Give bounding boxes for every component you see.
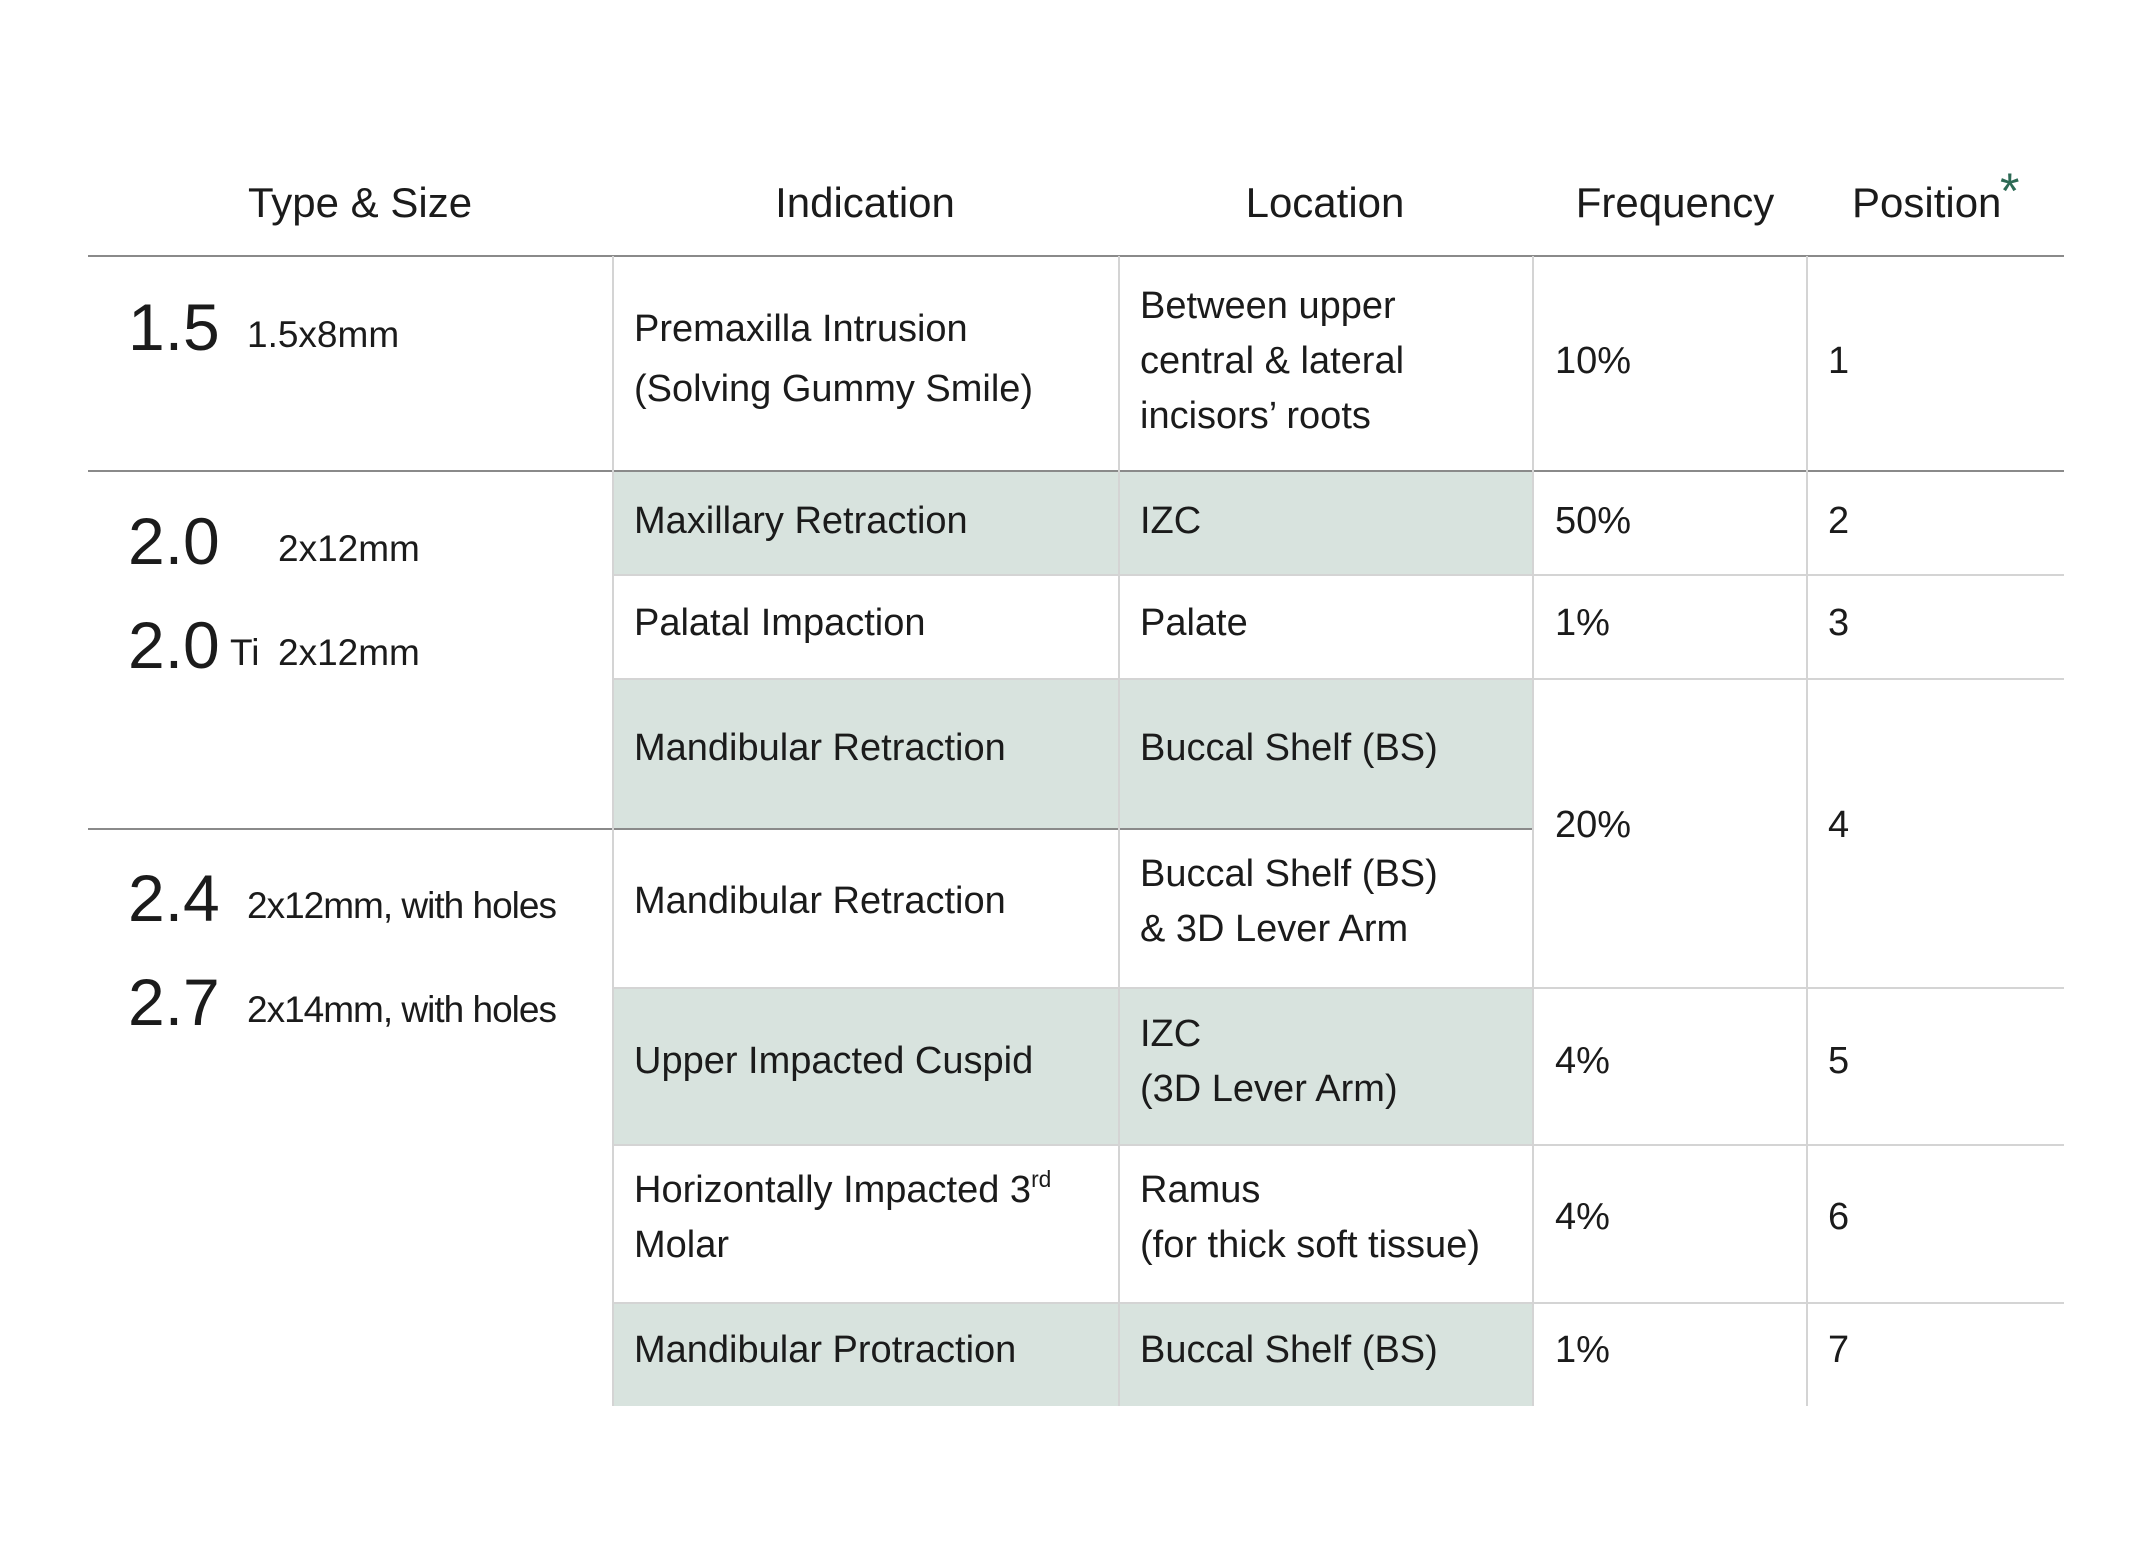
location-line: central & lateral — [1140, 340, 1405, 382]
position-value-merged: 4 — [1828, 804, 1850, 846]
type-spec-2-7: 2x14mm, with holes — [247, 989, 556, 1030]
indication-line: Mandibular Retraction — [634, 727, 1006, 769]
header-position: Position — [1852, 179, 2002, 226]
indication-line: Mandibular Protraction — [634, 1329, 1017, 1371]
location-line: IZC — [1140, 500, 1202, 542]
indication-line: Upper Impacted Cuspid — [634, 1040, 1034, 1082]
frequency-value: 1% — [1555, 602, 1610, 644]
location-line: Ramus — [1140, 1169, 1261, 1211]
row-rule-7 — [612, 1302, 2064, 1304]
header-indication: Indication — [775, 179, 955, 226]
location-line: Buccal Shelf (BS) — [1140, 853, 1438, 895]
row-rule-5 — [612, 987, 2064, 989]
location-line: incisors’ roots — [1140, 395, 1371, 437]
col-sep-2 — [1118, 256, 1120, 1406]
type-size-2-7: 2.7 — [128, 965, 220, 1039]
col-sep-4 — [1806, 256, 1808, 1406]
indication-line: Mandibular Retraction — [634, 880, 1006, 922]
type-spec-2-0: 2x12mm — [278, 528, 420, 569]
asterisk-mark: * — [2000, 163, 2020, 219]
indication-line — [634, 1168, 1051, 1214]
position-value: 2 — [1828, 500, 1850, 542]
type-spec-2-4: 2x12mm, with holes — [247, 885, 556, 926]
indication-line: Palatal Impaction — [634, 602, 926, 644]
header-type-size: Type & Size — [247, 179, 473, 226]
type-size-2-4: 2.4 — [128, 861, 220, 935]
position-value: 7 — [1828, 1329, 1850, 1371]
type-size-2-0-ti: 2.0 — [128, 608, 220, 682]
location-line: IZC — [1140, 1013, 1202, 1055]
indication-line: Premaxilla Intrusion — [634, 308, 968, 350]
location-line: & 3D Lever Arm — [1140, 908, 1409, 950]
type-size-2-0: 2.0 — [128, 504, 220, 578]
position-value: 3 — [1828, 602, 1850, 644]
group-rule-2 — [88, 828, 1532, 830]
row-rule-2 — [612, 574, 2064, 576]
location-line: (3D Lever Arm) — [1140, 1068, 1398, 1110]
position-value: 5 — [1828, 1040, 1850, 1082]
indication-line: Maxillary Retraction — [634, 500, 968, 542]
col-sep-1 — [612, 256, 614, 1406]
type-spec-1-5: 1.5x8mm — [247, 314, 400, 355]
location-line: Buccal Shelf (BS) — [1140, 727, 1438, 769]
position-value: 6 — [1828, 1196, 1850, 1238]
frequency-value-merged: 20% — [1555, 804, 1632, 846]
frequency-value: 4% — [1555, 1040, 1610, 1082]
col-sep-3 — [1532, 256, 1534, 1406]
location-line: Palate — [1140, 602, 1248, 644]
frequency-value: 10% — [1555, 340, 1632, 382]
frequency-value: 4% — [1555, 1196, 1610, 1238]
location-line: (for thick soft tissue) — [1140, 1224, 1480, 1266]
type-size-1-5: 1.5 — [128, 290, 220, 364]
location-line: Between upper — [1140, 285, 1396, 327]
header-location: Location — [1245, 179, 1405, 226]
indication-line: (Solving Gummy Smile) — [634, 368, 1034, 410]
row-rule-6 — [612, 1144, 2064, 1146]
type-spec-2-0-ti: 2x12mm — [278, 632, 420, 673]
frequency-value: 1% — [1555, 1329, 1610, 1371]
frequency-value: 50% — [1555, 500, 1632, 542]
ordinal-suffix: rd — [1031, 1166, 1052, 1193]
group-rule-1 — [88, 470, 2064, 472]
position-value: 1 — [1828, 340, 1850, 382]
indication-line: Molar — [634, 1224, 730, 1266]
indication-text: Horizontally Impacted 3 — [634, 1169, 1032, 1211]
header-rule — [88, 255, 2064, 257]
header-frequency: Frequency — [1575, 179, 1775, 226]
row-rule-3 — [612, 678, 2064, 680]
location-line: Buccal Shelf (BS) — [1140, 1329, 1438, 1371]
type-suffix-ti: Ti — [230, 632, 260, 673]
